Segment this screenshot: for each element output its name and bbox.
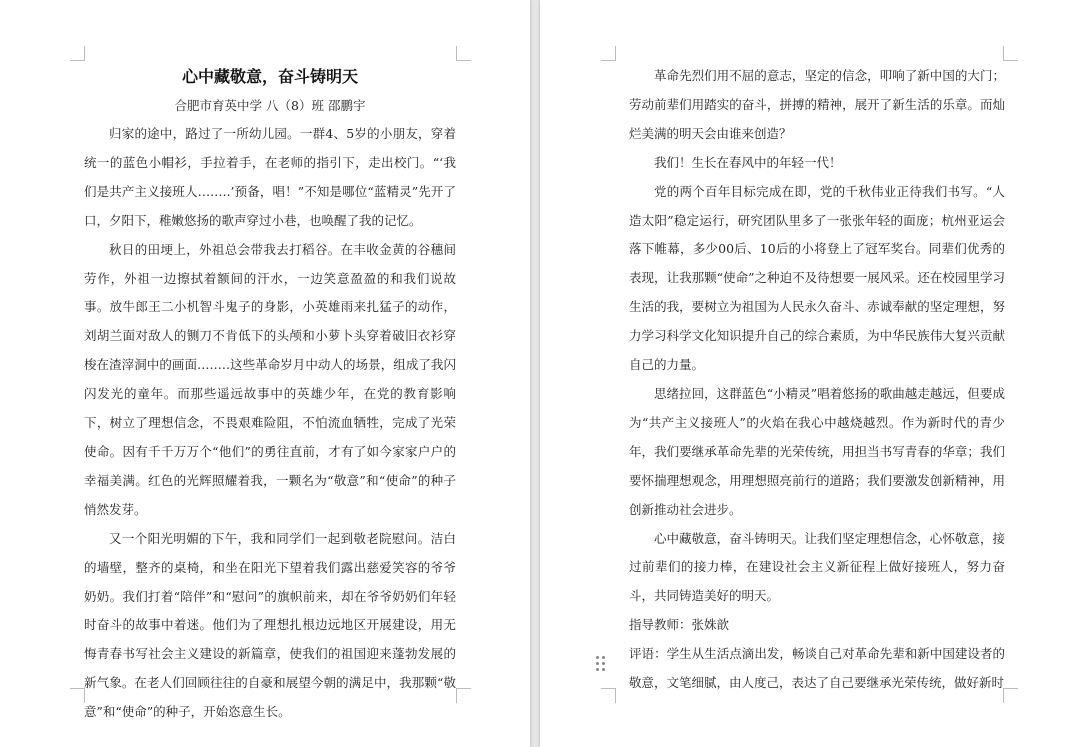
corner-mark-bottom-left [601,688,616,703]
corner-mark-top-right [456,46,471,61]
corner-mark-top-left [601,46,616,61]
paragraph: 思绪拉回，这群蓝色“小精灵”唱着悠扬的歌曲越走越远，但要成为“共产主义接班人”的火焰在我心中越烧越烈。作为新时代的青少年，我们要继承革命先辈的光荣传统，用担当书写青春的华章；我们要怀揣理想观念，用理想照亮前行的道路；我们要激发创新精神，用创新推动社会进步。 [629,385,1005,517]
paragraph: 心中藏敬意，奋斗铸明天。让我们坚定理想信念，心怀敬意，接过前辈们的接力棒，在建设社会主义新征程上做好接班人，努力奋斗，共同铸造美好的明天。 [629,530,1005,604]
paragraph: 我们！生长在春风中的年轻一代！ [654,154,842,170]
right-page-body[interactable] [629,62,1005,698]
paragraph: 归家的途中，路过了一所幼儿园。一群4、5岁的小朋友，穿着统一的蓝色小帽衫，手拉着手，在老师的指引下，走出校门。“‘我们是共产主义接班人….….’预备，唱！”不知是哪位“蓝精灵”先开了口，夕阳下，稚嫩悠扬的歌声穿过小巷，也唤醒了我的记忆。 [84,126,456,228]
teacher-line: 指导教师：张姝歆 [629,617,730,633]
essay-author: 合肥市育英中学 八（8）班 邵鹏宇 [174,98,366,113]
corner-mark-top-right [1003,46,1018,61]
paragraph: 党的两个百年目标完成在即，党的千秋伟业正待我们书写。“人造太阳”稳定运行，研究团队里多了一张张年轻的面庞；杭州亚运会落下帷幕，多少00后、10后的小将登上了冠军奖台。同辈们优秀的表现，让我那颗“使命”之种迫不及待想要一展风采。还在校园里学习生活的我，要树立为祖国为人民永久奋斗、赤诚奉献的坚定理想，努力学习科学文化知识提升自己的综合素质，为中华民族伟大复兴贡献自己的力量。 [629,183,1005,373]
teacher-comment: 评语：学生从生活点滴出发，畅谈自己对革命先辈和新中国建设者的敬意，文笔细腻，由人度己，表达了自己要继承光荣传统，做好新时 [629,646,1005,691]
drag-handle-icon[interactable] [596,656,610,674]
document-page-right [540,0,1080,747]
paragraph: 又一个阳光明媚的下午，我和同学们一起到敬老院慰问。洁白的墙壁，整齐的桌椅，和坐在阳光下望着我们露出慈爱笑容的爷爷奶奶。我们打着“陪伴”和“慰问”的旗帜前来，却在爷爷奶奶们年轻时奋斗的故事中着迷。他们为了理想扎根边远地区开展建设，用无悔青春书写社会主义建设的新篇章，使我们的祖国迎来蓬勃发展的新气象。在老人们回顾往往的自豪和展望今朝的满足中，我那颗“敬意”和“使命”的种子，开始恣意生长。 [84,530,456,720]
paragraph: 秋日的田埂上，外祖总会带我去打稻谷。在丰收金黄的谷穗间劳作，外祖一边擦拭着额间的汗水，一边笑意盈盈的和我们说故事。放牛郎王二小机智斗鬼子的身影，小英雄雨来扎猛子的动作，刘胡兰面对敌人的铡刀不肯低下的头颅和小萝卜头穿着破旧衣衫穿梭在渣滓洞中的画面….….这些革命岁月中动人的场景，组成了我闪闪发光的童年。而那些遥远故事中的英雄少年，在党的教育影响下，树立了理想信念，不畏艰难险阻，不怕流血牺牲，完成了光荣使命。因有千千万万个“他们”的勇往直前，才有了如今家家户户的幸福美满。红色的光辉照耀着我，一颗名为“敬意”和“使命”的种子悄然发芽。 [84,241,456,517]
corner-mark-top-left [70,46,85,61]
corner-mark-bottom-right [1003,688,1018,703]
essay-title: 心中藏敬意，奋斗铸明天 [181,67,358,86]
corner-mark-bottom-right [456,688,471,703]
corner-mark-bottom-left [70,688,85,703]
paragraph: 革命先烈们用不屈的意志，坚定的信念，叩响了新中国的大门；劳动前辈们用踏实的奋斗，拼搏的精神，展开了新生活的乐章。而灿烂美满的明天会由谁来创造？ [629,68,1005,141]
left-page-body[interactable] [84,62,456,727]
document-page-left [0,0,530,747]
